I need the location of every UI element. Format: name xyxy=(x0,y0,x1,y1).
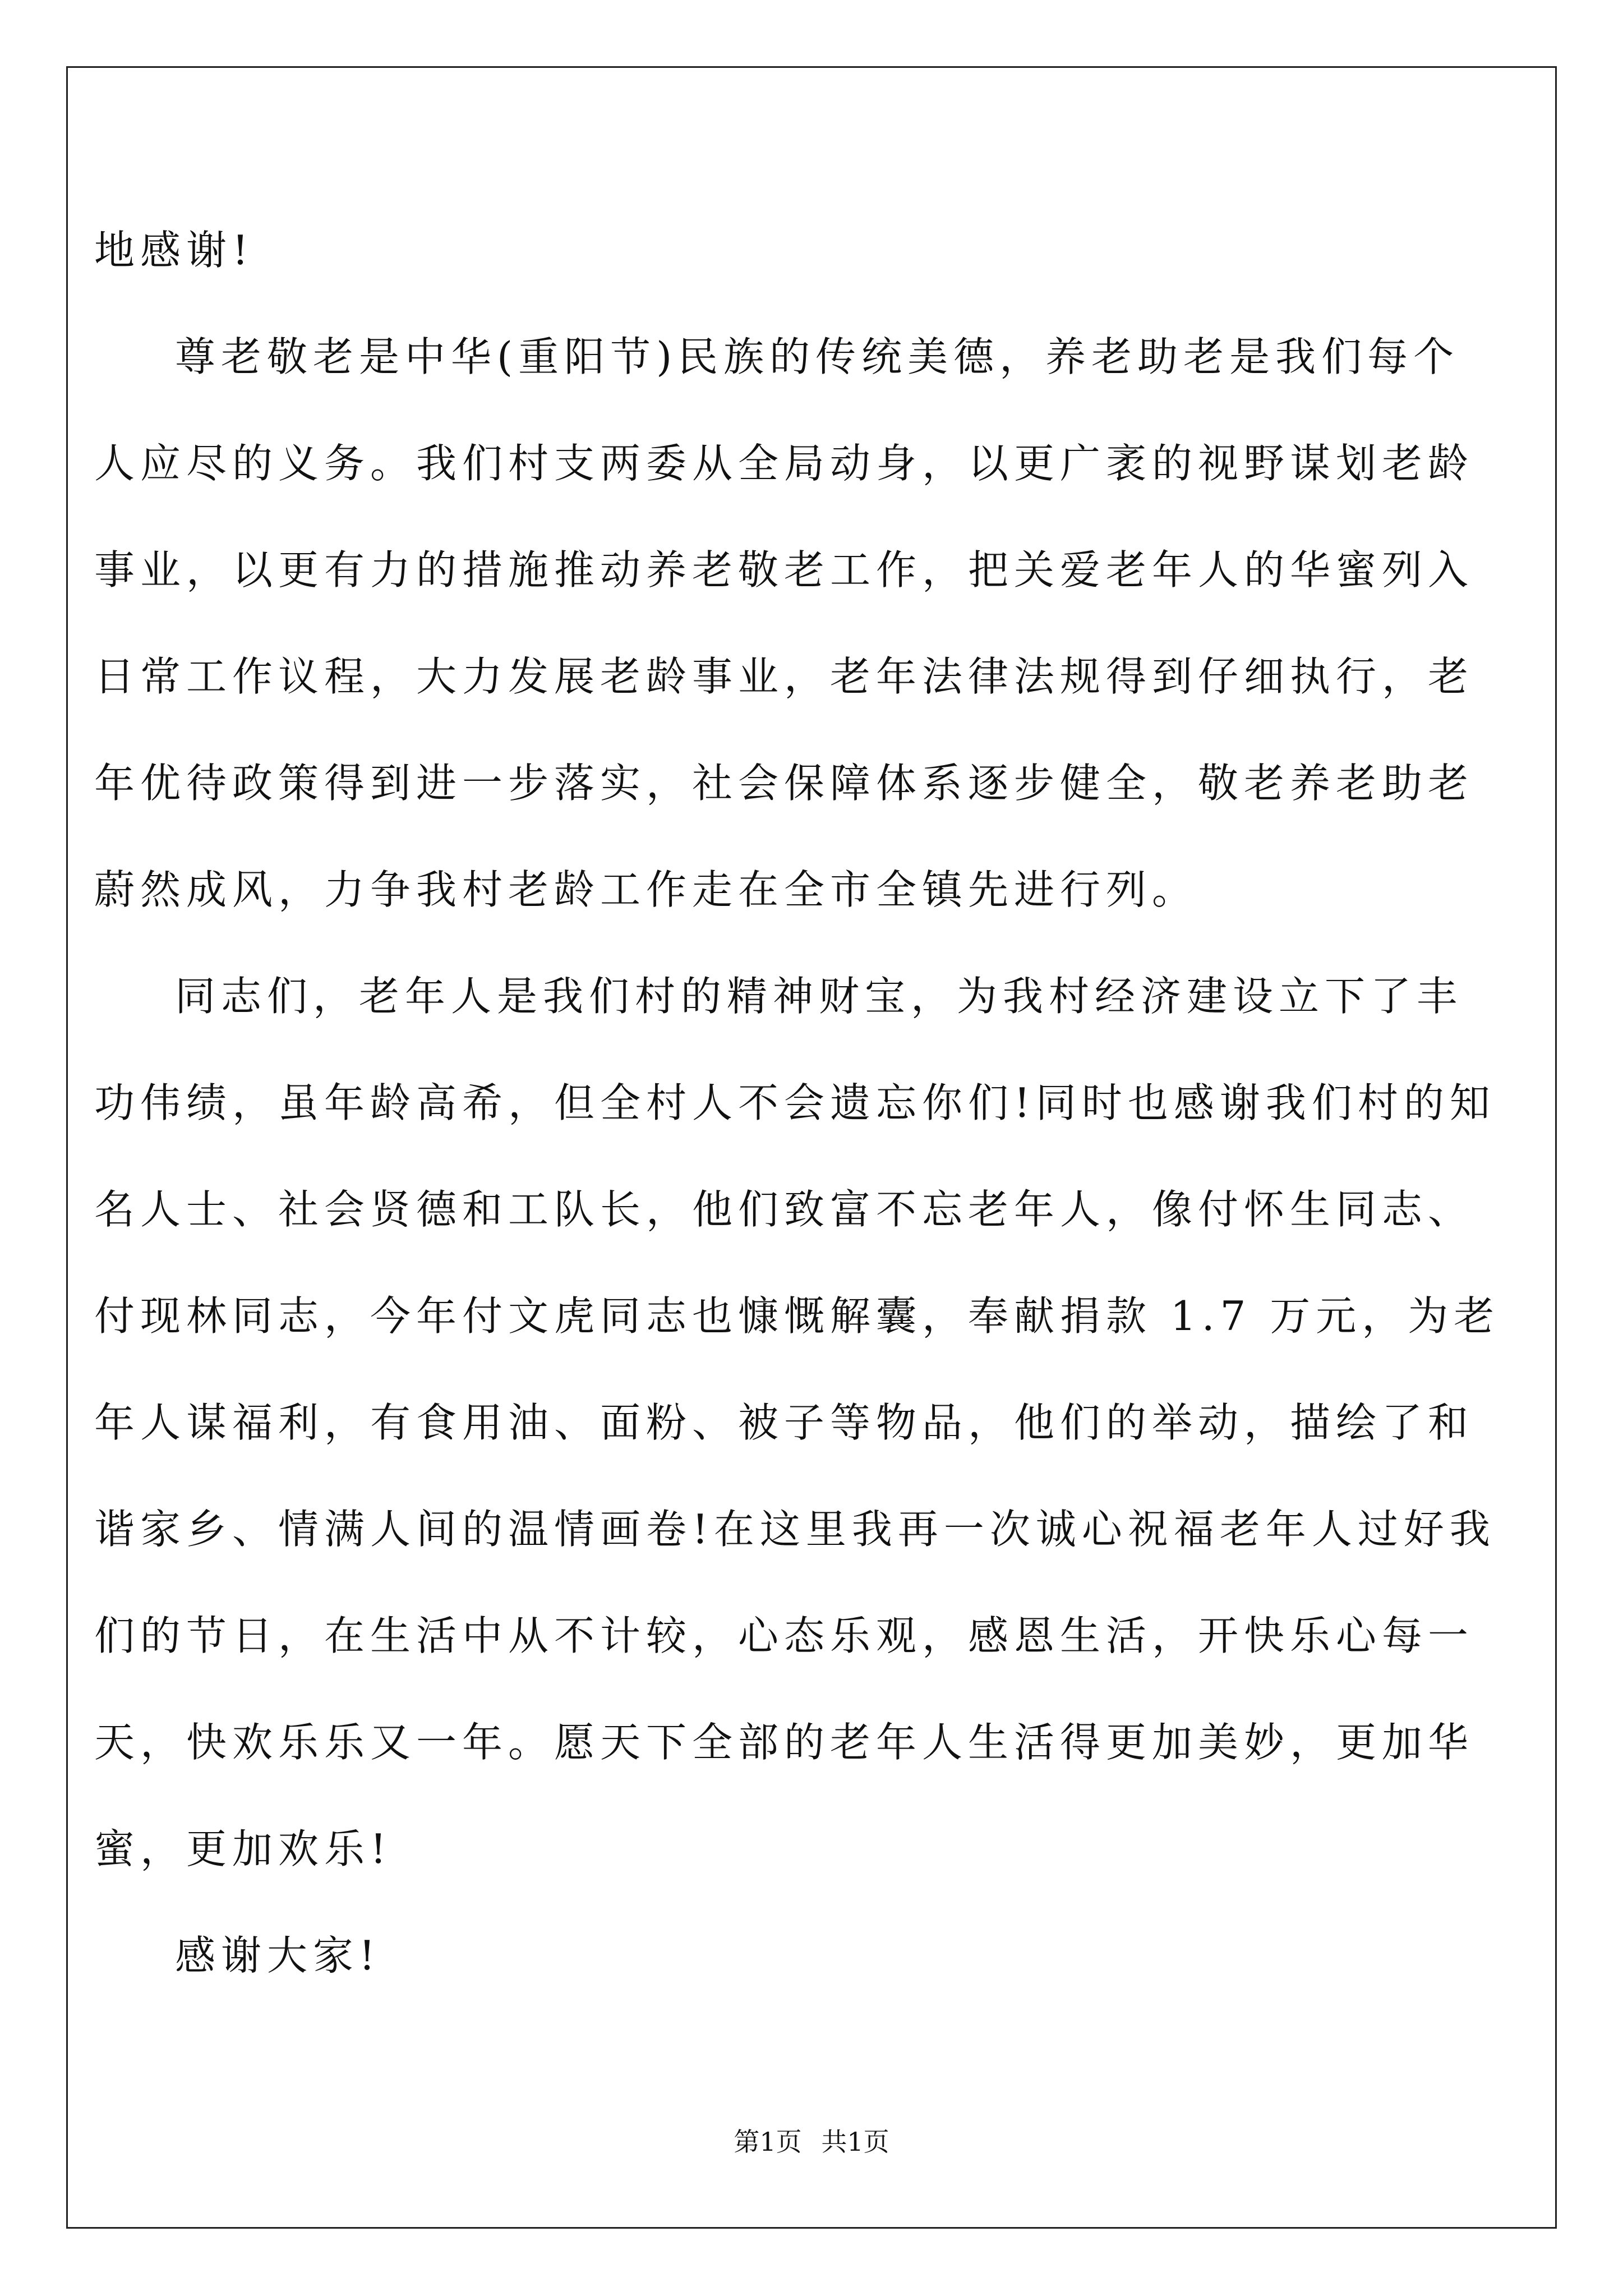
paragraph-line: 尊老敬老是中华(重阳节)民族的传统美德，养老助老是我们每个 xyxy=(175,333,1460,380)
paragraph-line: 日常工作议程，大力发展老龄事业，老年法律法规得到仔细执行，老 xyxy=(94,653,1474,700)
paragraph-line: 蜜，更加欢乐! xyxy=(94,1825,392,1872)
paragraph-line: 同志们，老年人是我们村的精神财宝，为我村经济建设立下了丰 xyxy=(175,973,1463,1020)
page-number-current: 第1页 xyxy=(734,2127,802,2157)
paragraph-line: 年优待政策得到进一步落实，社会保障体系逐步健全，敬老养老助老 xyxy=(94,760,1474,807)
paragraph-line: 地感谢! xyxy=(94,227,254,274)
page-footer xyxy=(0,2129,1623,2155)
closing-line: 感谢大家! xyxy=(175,1932,381,1979)
paragraph-line: 事业，以更有力的措施推动养老敬老工作，把关爱老年人的华蜜列入 xyxy=(94,546,1474,593)
paragraph-line: 们的节日，在生活中从不计较，心态乐观，感恩生活，开快乐心每一 xyxy=(94,1612,1474,1659)
paragraph-line: 付现林同志，今年付文虎同志也慷慨解囊，奉献捐款 1.7 万元，为老 xyxy=(94,1292,1500,1340)
paragraph-line: 蔚然成风，力争我村老龄工作走在全市全镇先进行列。 xyxy=(94,866,1198,913)
page-number-total: 共1页 xyxy=(821,2127,889,2157)
page-frame xyxy=(66,66,1557,2229)
paragraph-line: 谐家乡、情满人间的温情画卷!在这里我再一次诚心祝福老年人过好我 xyxy=(94,1506,1496,1553)
paragraph-line: 功伟绩，虽年龄高希，但全村人不会遗忘你们!同时也感谢我们村的知 xyxy=(94,1079,1496,1126)
paragraph-line: 名人士、社会贤德和工队长，他们致富不忘老年人，像付怀生同志、 xyxy=(94,1186,1474,1233)
paragraph-line: 天，快欢乐乐又一年。愿天下全部的老年人生活得更加美妙，更加华 xyxy=(94,1719,1474,1766)
paragraph-line: 年人谋福利，有食用油、面粉、被子等物品，他们的举动，描绘了和 xyxy=(94,1399,1474,1446)
paragraph-line: 人应尽的义务。我们村支两委从全局动身，以更广袤的视野谋划老龄 xyxy=(94,440,1474,487)
